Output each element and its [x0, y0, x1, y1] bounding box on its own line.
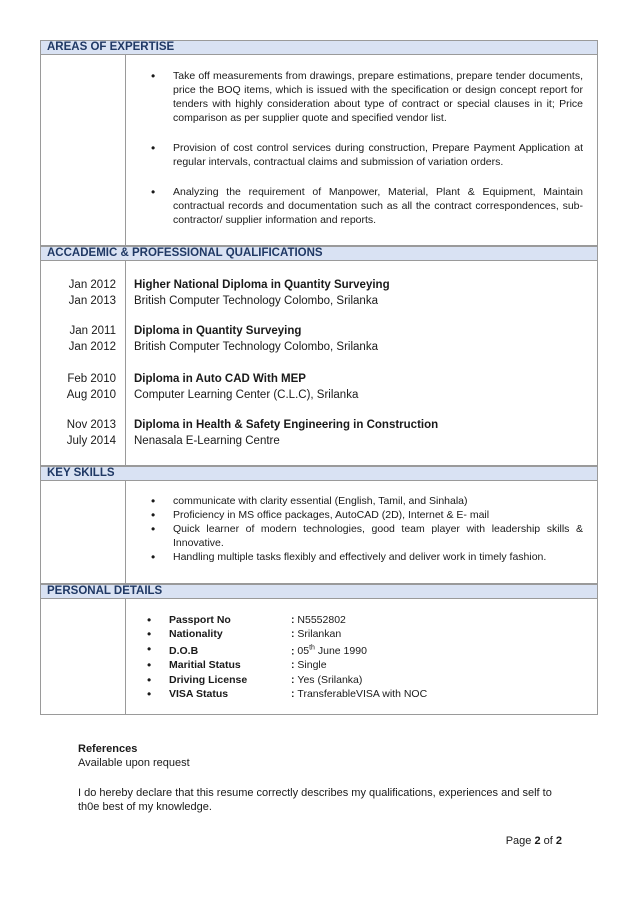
- personal-label: Passport No: [169, 614, 231, 626]
- personal-item: • Maritial Status : Single: [147, 658, 583, 672]
- expertise-item: • Take off measurements from drawings, prepare estimations, prepare tender documents, price the BOQ items, which is issued with the specification or design concept report for tenders with highly consideration about type of contract or special clauses in it; Price comparison as per supplier quote and specified vendor list.: [151, 69, 583, 125]
- qualification-title: Diploma in Quantity Surveying: [134, 325, 302, 337]
- qualification-dates: [41, 323, 116, 355]
- skills-section: [40, 481, 598, 584]
- personal-value: Srilankan: [297, 628, 342, 641]
- page-number: Page 2 of 2: [505, 835, 562, 847]
- personal-heading: PERSONAL DETAILS: [40, 584, 598, 599]
- personal-label: Nationality: [169, 628, 223, 641]
- start-date: Nov 2013: [66, 419, 116, 431]
- personal-label: VISA Status: [169, 687, 229, 700]
- qualification-details: [134, 417, 587, 449]
- column-divider: [125, 481, 126, 583]
- skill-item: • Handling multiple tasks flexibly and effectively and deliver work in timely fashion.: [151, 550, 583, 564]
- column-divider: [125, 261, 126, 465]
- qualifications-section: [40, 261, 598, 466]
- qualification-title: Diploma in Health & Safety Engineering in Construction: [134, 419, 439, 431]
- qualification-details: [134, 371, 587, 403]
- end-date: Aug 2010: [66, 389, 116, 401]
- personal-label: Maritial Status: [169, 659, 241, 672]
- column-divider: [125, 599, 126, 714]
- personal-value: TransferableVISA with NOC: [297, 687, 428, 700]
- personal-item: • Passport No : N5552802: [147, 613, 583, 627]
- qualification-details: [134, 277, 587, 309]
- skills-heading: KEY SKILLS: [40, 466, 598, 481]
- end-date: July 2014: [66, 435, 116, 447]
- qualification-dates: [41, 417, 116, 449]
- expertise-section: [40, 55, 598, 246]
- references-text: Available upon request: [78, 757, 190, 769]
- expertise-item: • Provision of cost control services during construction, Prepare Payment Application at regular intervals, contractual claims and submission of variation orders.: [151, 141, 583, 169]
- personal-list: [147, 613, 583, 701]
- qualification-dates: [41, 371, 116, 403]
- start-date: Feb 2010: [67, 373, 116, 385]
- start-date: Jan 2011: [69, 325, 116, 337]
- qualification-institution: Nenasala E-Learning Centre: [134, 435, 280, 447]
- personal-label: Driving License: [169, 673, 248, 686]
- start-date: Jan 2012: [68, 279, 116, 291]
- expertise-heading: AREAS OF EXPERTISE: [40, 40, 598, 55]
- qualification-institution: British Computer Technology Colombo, Srilanka: [134, 295, 378, 307]
- skill-item: • communicate with clarity essential (English, Tamil, and Sinhala): [151, 494, 583, 508]
- column-divider: [125, 55, 126, 245]
- personal-label: D.O.B: [169, 645, 199, 658]
- personal-item: • D.O.B : 05th June 1990: [147, 642, 583, 659]
- references-heading: References: [78, 743, 138, 755]
- end-date: Jan 2013: [68, 295, 116, 307]
- declaration-text: I do hereby declare that this resume correctly describes my qualifications, experiences and self to th0e best of my knowledge.: [78, 787, 552, 813]
- personal-value: N5552802: [297, 614, 346, 626]
- personal-section: [40, 599, 598, 715]
- personal-value: Single: [297, 659, 327, 672]
- qualification-title: Higher National Diploma in Quantity Surveying: [134, 279, 390, 291]
- personal-item: • Driving License : Yes (Srilanka): [147, 673, 583, 687]
- qualification-institution: British Computer Technology Colombo, Srilanka: [134, 341, 378, 353]
- end-date: Jan 2012: [68, 341, 116, 353]
- personal-value: 05th June 1990: [297, 644, 367, 658]
- qualification-title: Diploma in Auto CAD With MEP: [134, 373, 306, 385]
- qualification-institution: Computer Learning Center (C.L.C), Srilanka: [134, 389, 359, 401]
- qualification-dates: [41, 277, 116, 309]
- qualifications-heading: ACCADEMIC & PROFESSIONAL QUALIFICATIONS: [40, 246, 598, 261]
- skills-list: [151, 494, 583, 564]
- personal-value: Yes (Srilanka): [297, 673, 363, 686]
- references-block: [78, 742, 562, 770]
- personal-item: • VISA Status : TransferableVISA with NOC: [147, 687, 583, 701]
- personal-item: • Nationality : Srilankan: [147, 627, 583, 641]
- expertise-item: • Analyzing the requirement of Manpower, Material, Plant & Equipment, Maintain contractual records and documentation such as all the contract correspondences, sub-contractor/ supplier information and reports.: [151, 185, 583, 227]
- qualification-details: [134, 323, 587, 355]
- skill-item: • Quick learner of modern technologies, good team player with leadership skills & Innovative.: [151, 522, 583, 550]
- skill-item: • Proficiency in MS office packages, AutoCAD (2D), Internet & E- mail: [151, 508, 583, 522]
- expertise-list: [151, 69, 583, 243]
